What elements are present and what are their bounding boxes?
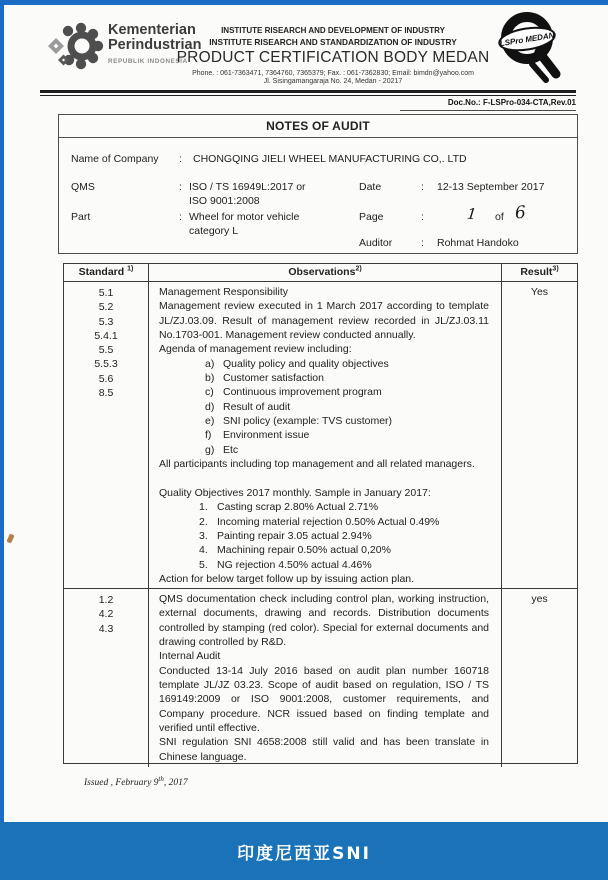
obs-paragraph: Action for below target follow up by issuing action plan. <box>159 572 415 585</box>
colon: : <box>179 153 182 165</box>
certification-body-title: PRODUCT CERTIFICATION BODY MEDAN <box>176 49 490 66</box>
qms-label: QMS <box>71 181 95 193</box>
doc-number: Doc.No.: F-LSPro-034-CTA,Rev.01 <box>447 98 576 107</box>
list-item: e) SNI policy (example: TVS customer) <box>205 415 393 428</box>
company-label: Name of Company <box>71 153 159 165</box>
company-value: CHONGQING JIELI WHEEL MANUFACTURING CO,. LTD <box>193 153 467 165</box>
list-item: 2. Incoming material rejection 0.50% Actual 0.49% <box>199 515 440 528</box>
address-line: Jl. Sisingamangaraja No. 24, Medan - 20217 <box>263 78 403 85</box>
standard-cell: 1.2 4.2 4.3 <box>64 589 149 767</box>
colon: : <box>421 211 424 223</box>
ministry-gear-logo <box>44 16 106 78</box>
list-item: a) Quality policy and quality objectives <box>205 357 389 370</box>
result-cell: yes <box>531 593 548 605</box>
ministry-line3: REPUBLIK INDONESIA <box>108 58 188 65</box>
page-top-border <box>0 0 608 5</box>
bottom-banner <box>0 822 608 880</box>
list-item: 5. NG rejection 4.50% actual 4.46% <box>199 558 372 571</box>
list-item: 1. Casting scrap 2.80% Actual 2.71% <box>199 501 379 514</box>
table-row <box>64 589 577 763</box>
doc-number-underline <box>400 110 576 111</box>
obs-paragraph: QMS documentation check including control plan, working instruction, external documents, drawing and records. Distribution documents controlled by stamping (red color). Special for external documents and drawing controlled by R&D. <box>159 593 489 649</box>
table-row <box>64 282 577 589</box>
colon: : <box>179 181 182 193</box>
part-value-line1: Wheel for motor vehicle <box>189 211 300 223</box>
list-item: b) Customer satisfaction <box>205 372 324 385</box>
auditor-value: Rohmat Handoko <box>437 237 519 249</box>
scan-artifact <box>6 533 14 543</box>
result-cell: Yes <box>530 286 549 298</box>
ministry-line2: Perindustrian <box>108 37 202 53</box>
auditor-label: Auditor <box>359 237 393 249</box>
list-item: g) Etc <box>205 443 239 456</box>
colon: : <box>421 181 424 193</box>
institute-line2: INSTITUTE RISEARCH AND STANDARDIZATION OF INDUSTRY <box>209 37 457 47</box>
page-current-handwritten: 1 <box>466 204 478 224</box>
page-of-label: of <box>495 211 504 223</box>
issued-date-line: Issued , February 9th, 2017 <box>84 774 188 788</box>
list-item: 4. Machining repair 0.50% actual 0,20% <box>199 544 391 557</box>
standard-cell: 5.1 5.2 5.3 5.4.1 5.5 5.5.3 5.6 8.5 <box>64 282 149 589</box>
obs-paragraph: Quality Objectives 2017 monthly. Sample in January 2017: <box>159 486 431 499</box>
blank-line <box>159 471 489 485</box>
header-divider <box>40 90 576 96</box>
list-item: 3. Painting repair 3.05 actual 2.94% <box>199 529 372 542</box>
obs-paragraph: Agenda of management review including: <box>159 343 352 356</box>
page-left-border <box>0 0 4 880</box>
list-item: c) Continuous improvement program <box>205 386 382 399</box>
ministry-line1: Kementerian <box>108 22 196 38</box>
page-label: Page <box>359 211 384 223</box>
audit-table <box>63 263 578 764</box>
colon: : <box>421 237 424 249</box>
obs-title: Management Responsibility <box>159 286 288 298</box>
date-label: Date <box>359 181 382 193</box>
part-label: Part <box>71 211 91 223</box>
colon: : <box>179 211 182 223</box>
obs-paragraph: All participants including top management and all related managers. <box>159 458 475 471</box>
list-item: f) Environment issue <box>205 429 310 442</box>
list-item: d) Result of audit <box>205 400 291 413</box>
page-total-handwritten: 6 <box>514 202 527 224</box>
bottom-banner-text: 印度尼西亚SNI <box>237 843 371 864</box>
obs-subtitle: Internal Audit <box>159 650 221 663</box>
header-observations: Observations$^{2)}$ <box>149 264 502 281</box>
observations-cell <box>149 282 502 589</box>
form-title: NOTES OF AUDIT <box>59 115 577 138</box>
table-header-row <box>64 264 577 282</box>
seal-text: LSPro MEDAN <box>499 30 556 49</box>
obs-paragraph: SNI regulation SNI 4658:2008 still valid and has been translate in Chinese language. <box>159 736 489 763</box>
institute-line1: INSTITUTE RISEARCH AND DEVELOPMENT OF INDUSTRY <box>221 26 445 35</box>
header-result: Result$^{3)}$ <box>520 265 559 278</box>
date-value: 12-13 September 2017 <box>437 181 545 193</box>
qms-value-line2: ISO 9001:2008 <box>189 195 260 207</box>
contact-line: Phone. : 061-7363471, 7364760, 7365379; Fax. : 061-7362830; Email: bimdn@yahoo.com <box>192 70 474 77</box>
obs-paragraph: Management review executed in 1 March 2017 according to template JL/ZJ.03.09. Result of management review recorded in JL/ZJ.03.11 No.1703-001. Management review conducted annually. <box>159 300 489 342</box>
observations-cell <box>149 589 502 767</box>
part-value-line2: category L <box>189 225 239 237</box>
qms-value-line1: ISO / TS 16949L:2017 or <box>189 181 306 193</box>
lspro-medan-seal <box>494 8 564 92</box>
audit-form-box <box>58 114 578 254</box>
header-standard: Standard $^{1)}$ <box>64 264 149 281</box>
letterhead-center <box>168 26 498 85</box>
obs-paragraph: Conducted 13-14 July 2016 based on audit plan number 160718 template JL/JZ 03.23. Scope of audit based on regulation, ISO / TS 169149:2009 or ISO 9001:2008, customer requirements, and Company procedure. NCR issued based on finding template and verified until effective. <box>159 664 489 735</box>
